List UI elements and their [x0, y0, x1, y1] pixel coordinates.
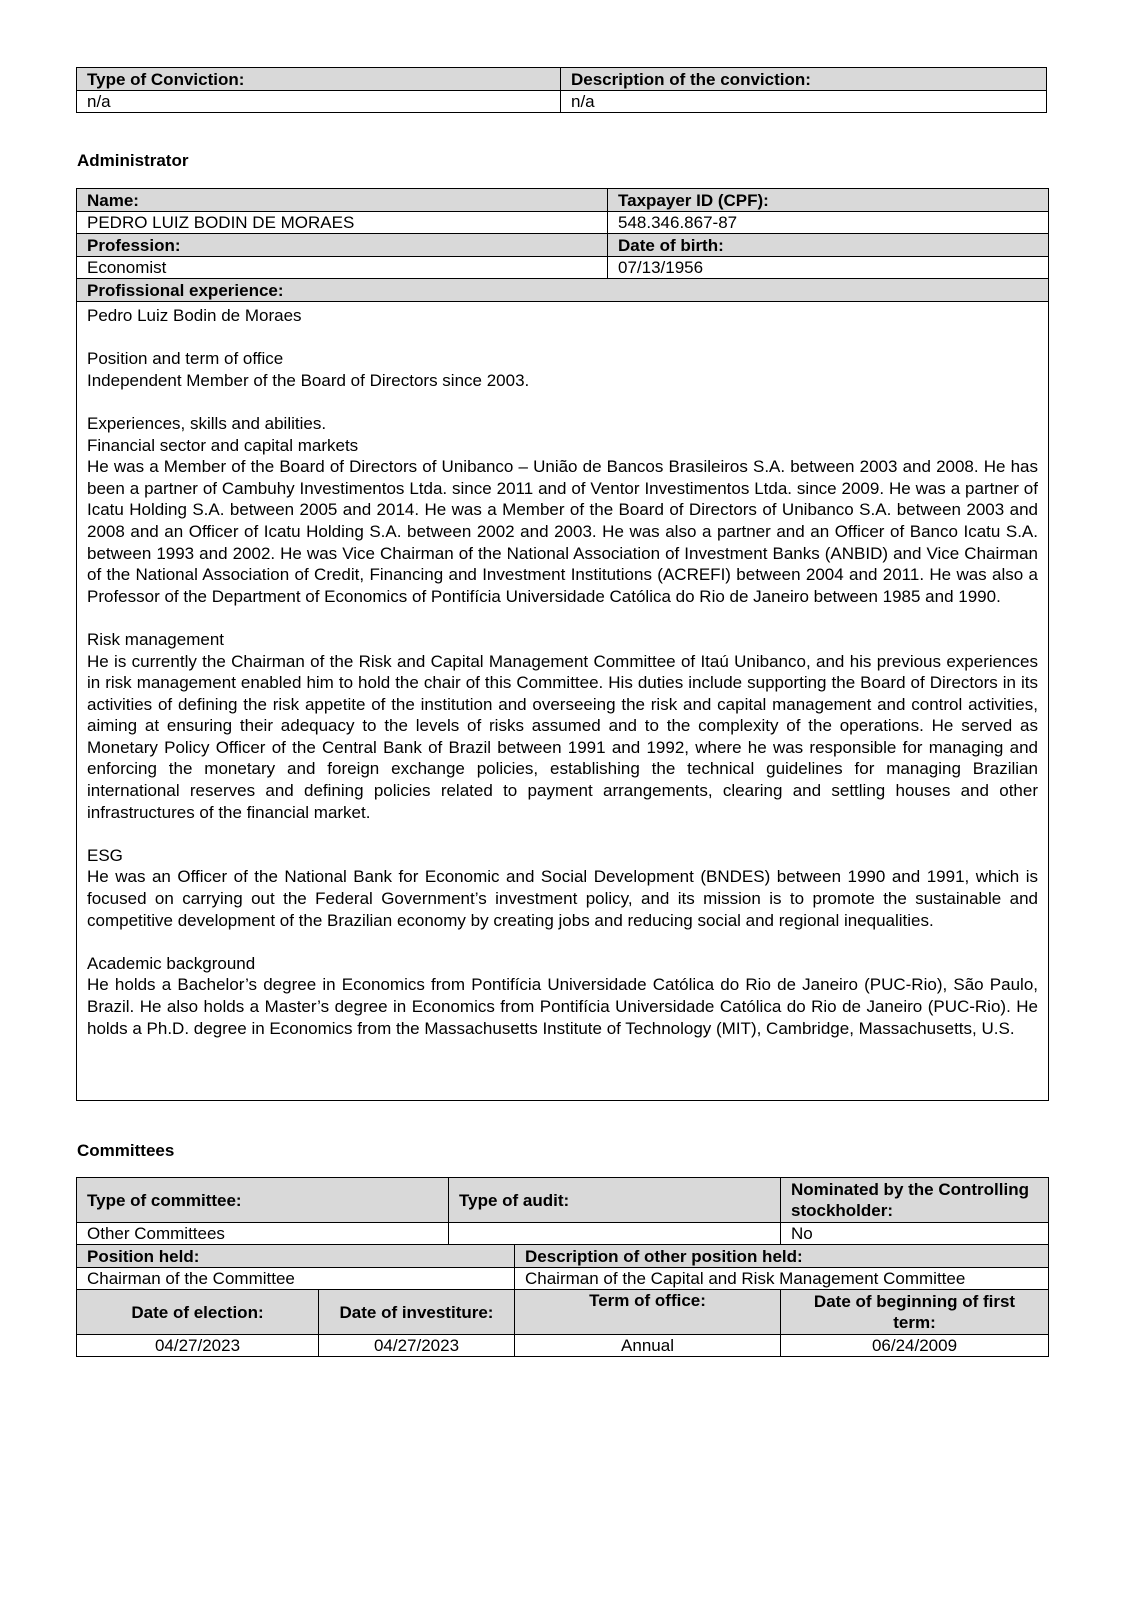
conviction-type-value: n/a — [77, 91, 561, 113]
nominated-by-controlling-value: No — [781, 1223, 1049, 1245]
name-label: Name: — [77, 189, 608, 212]
investiture-date-value: 04/27/2023 — [319, 1335, 515, 1357]
nominated-by-controlling-label: Nominated by the Controlling stockholder: — [781, 1178, 1049, 1223]
financial-text: He was a Member of the Board of Directors of Unibanco – União de Bancos Brasileiros S.A. between 2003 and 2008. He has been a partner of Cambuhy Investimentos Ltda. since 2011 and of Ventor Investimentos Ltda. since 2009. He was a partner of Icatu Holding S.A. between 2005 and 2014. He was a Member of the Board of Directors of Unibanco S.A. between 2003 and 2008 and an Officer of Icatu Holding S.A. between 2002 and 2003. He was also a partner and an Officer of Banco Icatu S.A. between 1993 and 2002. He was Vice Chairman of the National Association of Investment Banks (ANBID) and Vice Chairman of the National Association of Credit, Financing and Investment Institutions (ACREFI) between 2004 and 2011. He was also a Professor of the Department of Economics of Pontifícia Universidade Católica do Rio de Janeiro between 1985 and 1990. — [87, 457, 1038, 606]
first-term-date-value: 06/24/2009 — [781, 1335, 1049, 1357]
administrator-section-title: Administrator — [77, 151, 189, 170]
committee-type-label: Type of committee: — [77, 1178, 449, 1223]
committees-table — [76, 1177, 1049, 1357]
experience-body — [77, 302, 1049, 1101]
experience-label: Profissional experience: — [77, 279, 1049, 302]
committees-section-title: Committees — [77, 1141, 175, 1160]
esg-heading: ESG — [87, 845, 123, 865]
cpf-label: Taxpayer ID (CPF): — [608, 189, 1049, 212]
conviction-description-label: Description of the conviction: — [561, 68, 1047, 91]
academic-heading: Academic background — [87, 953, 256, 973]
administrator-table — [76, 188, 1049, 1101]
conviction-description-value: n/a — [561, 91, 1047, 113]
conviction-type-label: Type of Conviction: — [77, 68, 561, 91]
experience-intro: Pedro Luiz Bodin de Moraes — [87, 306, 302, 325]
position-held-label: Position held: — [77, 1245, 515, 1268]
skills-heading: Experiences, skills and abilities. — [87, 413, 327, 433]
financial-heading: Financial sector and capital markets — [87, 435, 359, 455]
name-value: PEDRO LUIZ BODIN DE MORAES — [77, 212, 608, 234]
other-position-value: Chairman of the Capital and Risk Management Committee — [515, 1268, 1049, 1290]
academic-text: He holds a Bachelor’s degree in Economics from Pontifícia Universidade Católica do Rio de Janeiro (PUC-Rio), São Paulo, Brazil. He also holds a Master’s degree in Economics from Pontifícia Universidade Católica do Rio de Janeiro (PUC-Rio). He holds a Ph.D. degree in Economics from the Massachusetts Institute of Technology (MIT), Cambridge, Massachusetts, U.S. — [87, 975, 1038, 1038]
date-of-birth-value: 07/13/1956 — [608, 257, 1049, 279]
position-heading: Position and term of office — [87, 349, 284, 369]
first-term-date-label: Date of beginning of first term: — [781, 1290, 1049, 1335]
position-text: Independent Member of the Board of Directors since 2003. — [87, 370, 530, 390]
position-held-value: Chairman of the Committee — [77, 1268, 515, 1290]
audit-type-label: Type of audit: — [449, 1178, 781, 1223]
risk-text: He is currently the Chairman of the Risk and Capital Management Committee of Itaú Unibanco, and his previous experiences in risk management enabled him to hold the chair of this Committee. His duties include supporting the Board of Directors in its activities of defining the risk appetite of the institution and overseeing the risk and capital management and control activities, aiming at ensuring their adequacy to the levels of risks assumed and to the complexity of the operations. He served as Monetary Policy Officer of the Central Bank of Brazil between 1991 and 1992, where he was responsible for managing and enforcing the monetary and foreign exchange policies, establishing the technical guidelines for managing Brazilian international reserves and defining policies related to payment arrangements, clearing and settling houses and other infrastructures of the financial market. — [87, 651, 1038, 822]
cpf-value: 548.346.867-87 — [608, 212, 1049, 234]
term-of-office-label: Term of office: — [515, 1290, 781, 1335]
election-date-label: Date of election: — [77, 1290, 319, 1335]
audit-type-value — [449, 1223, 781, 1245]
term-of-office-value: Annual — [515, 1335, 781, 1357]
profession-value: Economist — [77, 257, 608, 279]
committee-type-value: Other Committees — [77, 1223, 449, 1245]
election-date-value: 04/27/2023 — [77, 1335, 319, 1357]
risk-heading: Risk management — [87, 629, 225, 649]
date-of-birth-label: Date of birth: — [608, 234, 1049, 257]
conviction-table — [76, 67, 1047, 113]
profession-label: Profession: — [77, 234, 608, 257]
investiture-date-label: Date of investiture: — [319, 1290, 515, 1335]
other-position-label: Description of other position held: — [515, 1245, 1049, 1268]
esg-text: He was an Officer of the National Bank for Economic and Social Development (BNDES) between 1990 and 1991, which is focused on carrying out the Federal Government’s investment policy, and its mission is to promote the sustainable and competitive development of the Brazilian economy by creating jobs and reducing social and regional inequalities. — [87, 867, 1038, 930]
